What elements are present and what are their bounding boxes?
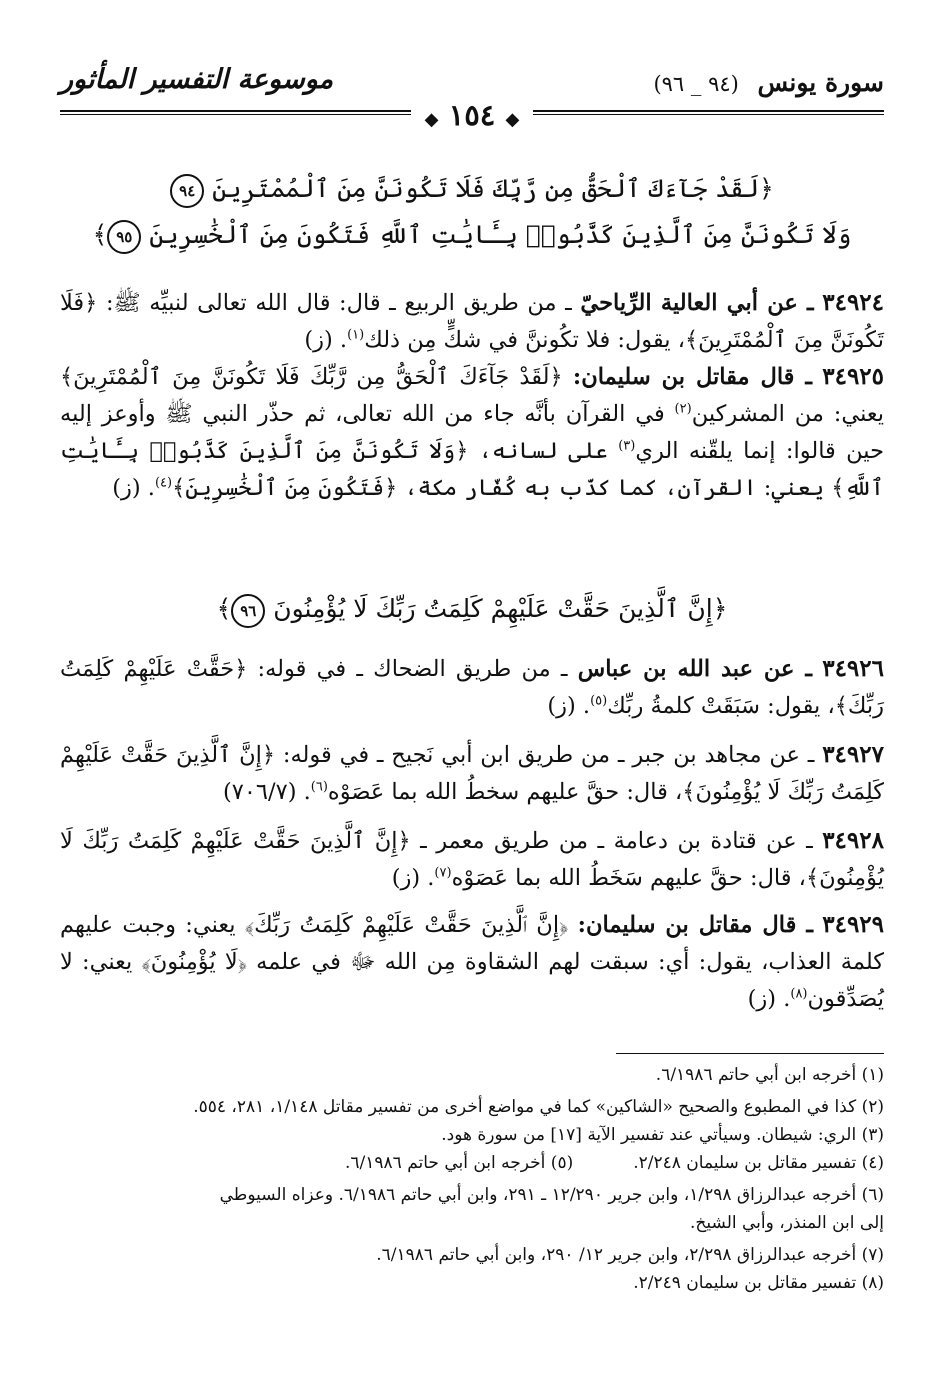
verse-line <box>60 586 884 632</box>
verse-range: (٩٤ _ ٩٦) <box>653 72 739 96</box>
ornament-icon: ◆ <box>505 109 520 130</box>
narration-source: ـ عن أبي العالية الرِّياحيّ <box>580 290 814 316</box>
footnote-ref[interactable]: (٨) <box>790 986 808 1002</box>
footnote-7: (٧) أخرجه عبدالرزاق ٢/٢٩٨، وابن جرير ١٢/ ٢٩٠، وابن أبي حاتم ٦/١٩٨٦. <box>376 1245 884 1265</box>
surah-name: سورة يونس <box>757 68 884 97</box>
narration-number: ٣٤٩٢٩ <box>822 911 885 938</box>
footnote-ref[interactable]: (١) <box>347 327 365 343</box>
narration-end: . (٧٠٦/٧) <box>222 779 311 805</box>
quran-verse-96 <box>60 586 884 632</box>
footnote-4: (٤) تفسير مقاتل بن سليمان ٢/٢٤٨. <box>633 1153 884 1173</box>
footnote-1: (١) أخرجه ابن أبي حاتم ٦/١٩٨٦. <box>655 1065 884 1085</box>
verse-line <box>60 212 884 258</box>
footnote-3: (٣) الري: شيطان. وسيأتي عند تفسير الآية [١٧] من سورة هود. <box>441 1125 884 1145</box>
footnote-2: (٢) كذا في المطبوع والصحيح «الشاكين» كما في مواضع أخرى من تفسير مقاتل ١/١٤٨، ٢٨١، ٥٥٤. <box>193 1097 884 1117</box>
page-number-text: ١٥٤ <box>448 98 496 132</box>
narration-34927 <box>60 736 884 811</box>
narration-number: ٣٤٩٢٤ <box>822 289 885 316</box>
verse-bracket: ﴾ <box>92 220 108 249</box>
narration-text: على لسانه، ﴿وَلَا تَكُونَنَّ مِنَ ٱلَّذِينَ كَذَّبُوا۟ بِـَٔايَٰتِ ٱللَّهِ﴾ يعني: القرآن، كما كذّب به كُفّار مكة، ﴿فَتَكُونَ مِنَ ٱلْخَٰسِرِينَ﴾ <box>60 438 884 501</box>
narration-end: . (ز) <box>547 693 591 719</box>
narration-number: ٣٤٩٢٥ <box>822 363 885 390</box>
narration-source: ـ عن قتادة بن دعامة <box>613 828 813 854</box>
narration-34928 <box>60 822 884 897</box>
verse-text: وَلَا تَكُونَنَّ مِنَ ٱلَّذِينَ كَذَّبُوا۟ بِـَٔايَٰتِ ٱللَّهِ فَتَكُونَ مِنَ ٱلْخَٰسِرِينَ <box>149 220 852 249</box>
page-number <box>411 100 534 135</box>
verse-text: ﴿لَقَدْ جَآءَكَ ٱلْحَقُّ مِن رَّبِّكَ فَلَا تَكُونَنَّ مِنَ ٱلْمُمْتَرِينَ <box>212 174 774 203</box>
footnote-ref[interactable]: (٢) <box>674 401 692 417</box>
narration-end: . (ز) <box>747 986 791 1012</box>
verse-text: ﴿إِنَّ ٱلَّذِينَ حَقَّتْ عَلَيْهِمْ كَلِمَتُ رَبِّكَ لَا يُؤْمِنُونَ <box>273 594 728 623</box>
narration-source: ـ عن عبد الله بن عباس <box>577 656 812 682</box>
narration-text: ـ من طريق ابن أبي نَجيح ـ في قوله: ﴿إِنَّ ٱلَّذِينَ حَقَّتْ عَلَيْهِمْ كَلِمَتُ رَبِّكَ لَا يُؤْمِنُونَ﴾، قال: حقَّ عليهم سخطُ الله بما عَصَوْه <box>60 742 884 805</box>
ornament-icon: ◆ <box>424 109 439 130</box>
footnote-ref[interactable]: (٥) <box>590 693 608 709</box>
narration-number: ٣٤٩٢٧ <box>822 741 884 768</box>
narration-source: ـ عن مجاهد بن جبر <box>632 742 815 768</box>
ayah-marker: ٩٤ <box>170 174 204 208</box>
narration-text: ـ من طريق معمر ـ ﴿إِنَّ ٱلَّذِينَ حَقَّتْ عَلَيْهِمْ كَلِمَتُ رَبِّكَ لَا يُؤْمِنُونَ﴾، قال: حقَّ عليهم سَخَطُ الله بما عَصَوْه <box>60 828 884 891</box>
footnote-ref[interactable]: (٣) <box>618 438 636 454</box>
footnote-separator <box>616 1053 884 1054</box>
footnote-ref[interactable]: (٤) <box>154 475 173 491</box>
narration-source: ـ قال مقاتل بن سليمان: <box>577 912 813 938</box>
footnote-4-5 <box>60 1150 884 1176</box>
narration-end: . (ز) <box>304 327 348 353</box>
narration-end: . (ز) <box>391 865 435 891</box>
book-title: موسوعة التفسير المأثور <box>60 64 334 95</box>
narration-number: ٣٤٩٢٦ <box>822 655 884 682</box>
header-surah <box>653 68 884 97</box>
narration-text: ﴿لَقَدْ جَآءَكَ ٱلْحَقُّ مِن رَّبِّكَ فَلَا تَكُونَنَّ مِنَ ٱلْمُمْتَرِينَ﴾ يعني: من المشركين <box>60 364 884 427</box>
page-number-wrap <box>0 100 944 135</box>
footnotes <box>60 1062 884 1296</box>
footnote-5: (٥) أخرجه ابن أبي حاتم ٦/١٩٨٦. <box>345 1153 574 1173</box>
quran-verses-94-95 <box>60 166 884 258</box>
verse-line <box>60 166 884 212</box>
footnote-6-cont: إلى ابن المنذر، وأبي الشيخ. <box>690 1213 884 1233</box>
narration-text: ـ من طريق الربيع ـ قال: قال الله تعالى لنبيِّه ﷺ: ﴿فَلَا تَكُونَنَّ مِنَ ٱلْمُمْتَرِينَ﴾، يقول: فلا تكُوننَّ في شكٍّ مِن ذلك <box>60 290 884 353</box>
narration-34925 <box>60 358 884 507</box>
footnote-ref[interactable]: (٧) <box>434 865 452 881</box>
footnote-ref[interactable]: (٦) <box>310 779 328 795</box>
narration-text: في القرآن بأنَّه جاء من الله تعالى، ثم حذّر النبي ﷺ وأوعز إليه حين قالوا: إنما يلقّنه الري <box>60 401 884 464</box>
narration-34926 <box>60 650 884 725</box>
narration-text: ﴿إِنَّ ٱلَّذِينَ حَقَّتْ عَلَيْهِمْ كَلِمَتُ رَبِّكَ﴾ يعني: وجبت عليهم كلمة العذاب، يقول: أي: سبقت لهم الشقاوة مِن الله ﷻ في علمه ﴿لَا يُؤْمِنُونَ﴾ يعني: لا يُصَدِّقون <box>60 912 884 1012</box>
ayah-marker: ٩٦ <box>231 594 265 628</box>
footnote-6: (٦) أخرجه عبدالرزاق ١/٢٩٨، وابن جرير ١٢/٢٩٠ ـ ٢٩١، وابن أبي حاتم ٦/١٩٨٦. وعزاه السيوطي <box>219 1185 884 1205</box>
narration-source: ـ قال مقاتل بن سليمان: <box>572 364 812 390</box>
narration-text: ـ من طريق الضحاك ـ في قوله: ﴿حَقَّتْ عَلَيْهِمْ كَلِمَتُ رَبِّكَ﴾، يقول: سَبَقَتْ كلمةُ ربِّك <box>60 656 884 719</box>
narration-end: . (ز) <box>112 475 155 501</box>
narration-34929 <box>60 906 884 1018</box>
footnote-8: (٨) تفسير مقاتل بن سليمان ٢/٢٤٩. <box>633 1273 884 1293</box>
verse-bracket: ﴾ <box>216 594 232 623</box>
narration-34924 <box>60 284 884 359</box>
ayah-marker: ٩٥ <box>107 220 141 254</box>
narration-number: ٣٤٩٢٨ <box>822 827 884 854</box>
